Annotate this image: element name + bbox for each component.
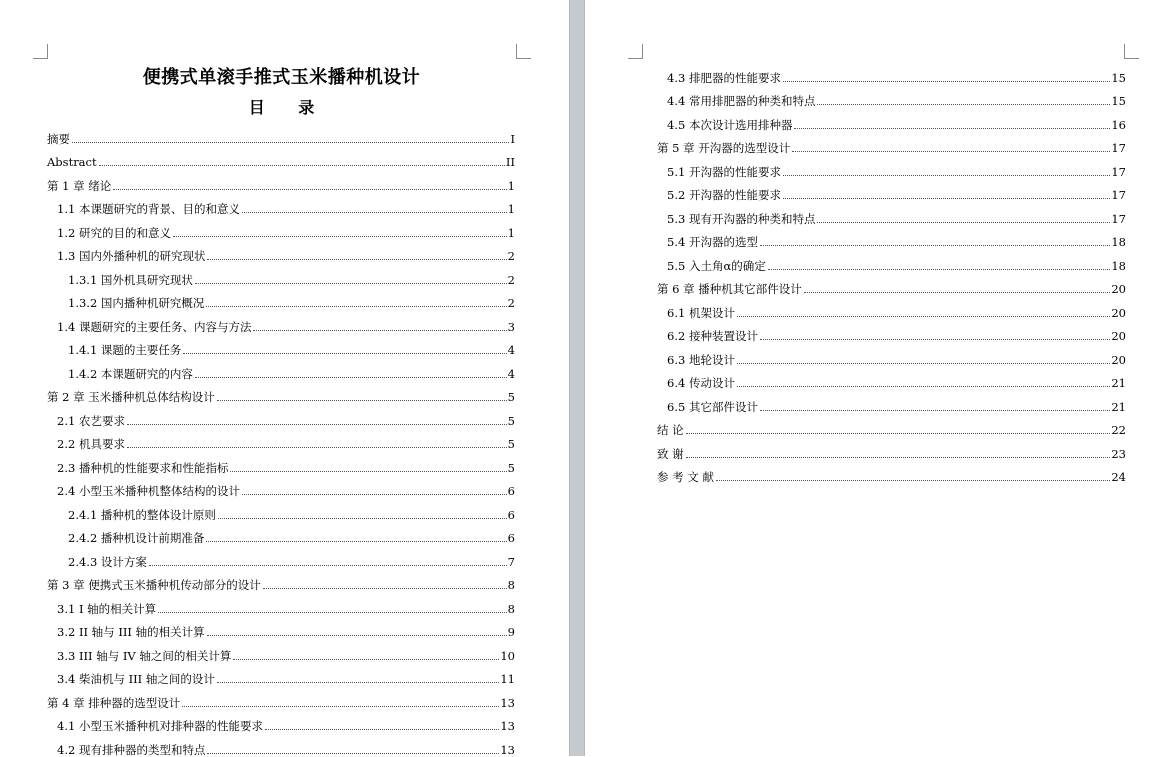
toc-entry[interactable] [47,216,515,240]
toc-leader-dots [230,470,506,472]
toc-leader-dots [716,479,1110,481]
toc-entry[interactable] [47,498,515,522]
toc-entry-page-number: 16 [1111,117,1126,132]
toc-entry-label: 6.4 传动设计 [667,376,735,390]
toc-entry[interactable] [47,404,515,428]
toc-entry-page-number: 9 [507,625,515,639]
toc-entry-page-number: 15 [1111,70,1126,85]
toc-heading: 目 录 [248,98,329,117]
toc-entry-label: 参 考 文 献 [657,470,714,484]
toc-leader-dots [218,517,507,519]
toc-entry[interactable] [47,310,515,334]
toc-entry-label: 1.4.2 本课题研究的内容 [68,366,193,381]
toc-entry-label: 5.1 开沟器的性能要求 [667,164,781,179]
toc-entry-label: 6.3 地轮设计 [667,352,735,367]
toc-entry-page-number: 3 [507,319,515,334]
toc-leader-dots [206,540,506,542]
toc-entry-page-number: 2 [507,249,515,263]
toc-leader-dots [242,493,507,495]
toc-entry-page-number: 13 [500,742,515,757]
toc-entry[interactable] [657,320,1126,344]
toc-entry-page-number: 2 [507,272,515,287]
toc-entry-page-number: 6 [507,484,515,498]
toc-entry-label: 6.5 其它部件设计 [667,399,758,414]
toc-entry[interactable] [657,155,1126,179]
toc-entry[interactable] [47,357,515,381]
toc-entry-label: 3.4 柴油机与 III 轴之间的设计 [57,672,215,686]
document-title: 便携式单滚手推式玉米播种机设计 [142,67,421,88]
toc-entry-label: 结 论 [657,423,684,437]
toc-entry-page-number: 17 [1111,211,1126,226]
toc-leader-dots [195,282,507,284]
toc-entry-label: 1.1 本课题研究的背景、目的和意义 [57,202,240,216]
toc-entry-label: 4.4 常用排肥器的种类和特点 [667,94,816,108]
toc-entry[interactable] [657,61,1126,85]
toc-entry-label: 3.1 I 轴的相关计算 [57,601,157,616]
toc-entry-label: 5.4 开沟器的选型 [667,235,758,249]
toc-entry-page-number: 2 [507,296,515,310]
toc-entry-page-number: 21 [1111,376,1126,390]
toc-leader-dots [207,258,506,260]
toc-entry-label: 第 3 章 便携式玉米播种机传动部分的设计 [47,578,261,592]
toc-entry-label: 第 4 章 排种器的选型设计 [47,695,181,710]
toc-leader-dots [792,150,1110,152]
toc-leader-dots [173,235,507,237]
toc-leader-dots [207,634,507,636]
toc-leader-dots [783,80,1110,82]
toc-entry-page-number: 1 [507,225,515,240]
toc-leader-dots [158,611,507,613]
toc-entry-label: 第 6 章 播种机其它部件设计 [657,282,802,296]
toc-entry-page-number: 10 [500,648,515,663]
toc-leader-dots [217,399,507,401]
toc-entry-label: Abstract [47,155,97,169]
page-left [0,0,569,756]
toc-entry-label: 1.3 国内外播种机的研究现状 [57,249,206,263]
toc-leader-dots [253,329,506,331]
toc-entry[interactable] [657,132,1126,156]
toc-entry-page-number: 7 [507,554,515,569]
toc-leader-dots [760,338,1110,340]
toc-entry[interactable] [657,296,1126,320]
toc-entry-label: 2.4.3 设计方案 [68,554,147,569]
toc-entry-label: 4.3 排肥器的性能要求 [667,70,781,85]
toc-entry-page-number: 17 [1111,141,1126,155]
toc-entry[interactable] [657,202,1126,226]
crop-mark-top-left [628,44,643,59]
toc-entry[interactable] [657,367,1126,391]
toc-leader-dots [737,315,1110,317]
toc-leader-dots [783,174,1110,176]
toc-entry-page-number: 5 [507,437,515,451]
toc-entry[interactable] [657,390,1126,414]
toc-entry-label: 5.3 现有开沟器的种类和特点 [667,211,816,226]
toc-entry-page-number: 1 [507,178,515,193]
toc-entry-label: 3.2 II 轴与 III 轴的相关计算 [57,625,205,639]
toc-entry-page-number: 8 [507,601,515,616]
toc-leader-dots [817,103,1110,105]
toc-entry-page-number: 17 [1111,164,1126,179]
toc-entry-label: 第 1 章 绪论 [47,178,112,193]
toc-entry-label: 2.4.2 播种机设计前期准备 [68,531,205,545]
toc-list-right [657,61,1126,484]
toc-entry-page-number: 22 [1111,423,1126,437]
toc-leader-dots [113,188,506,190]
toc-leader-dots [686,456,1111,458]
toc-entry-label: 致 谢 [657,446,684,461]
toc-entry-page-number: 24 [1111,470,1126,484]
toc-entry-label: 2.1 农艺要求 [57,413,125,428]
toc-entry-label: 4.1 小型玉米播种机对排种器的性能要求 [57,719,263,733]
toc-leader-dots [242,211,507,213]
toc-entry[interactable] [47,733,515,757]
toc-entry[interactable] [47,287,515,311]
toc-entry-label: 2.4.1 播种机的整体设计原则 [68,507,216,522]
toc-entry-page-number: 5 [507,413,515,428]
toc-entry[interactable] [47,428,515,452]
toc-entry-label: 2.2 机具要求 [57,437,125,451]
toc-entry-label: 第 2 章 玉米播种机总体结构设计 [47,390,215,404]
toc-entry-label: 2.3 播种机的性能要求和性能指标 [57,460,229,475]
toc-entry-page-number: 5 [507,460,515,475]
toc-entry-page-number: 8 [507,578,515,592]
toc-entry[interactable] [657,179,1126,203]
toc-leader-dots [265,728,499,730]
toc-entry-page-number: 13 [500,719,515,733]
toc-entry-page-number: 1 [507,202,515,216]
toc-entry[interactable] [47,639,515,663]
toc-entry[interactable] [657,437,1126,461]
toc-leader-dots [72,141,509,143]
toc-leader-dots [195,376,507,378]
toc-entry-label: 1.3.1 国外机具研究现状 [68,272,193,287]
toc-entry-page-number: 20 [1111,352,1126,367]
toc-entry[interactable] [47,475,515,499]
toc-entry-label: 1.4.1 课题的主要任务 [68,343,182,357]
toc-leader-dots [737,385,1110,387]
toc-leader-dots [217,681,499,683]
page-gap-edge [569,0,570,756]
toc-leader-dots [794,127,1110,129]
toc-entry-page-number: 23 [1111,446,1126,461]
toc-entry-label: 6.1 机架设计 [667,305,735,320]
toc-entry-page-number: 4 [507,366,515,381]
toc-leader-dots [233,658,499,660]
toc-leader-dots [686,432,1111,434]
toc-leader-dots [99,164,505,166]
toc-entry[interactable] [47,381,515,405]
toc-leader-dots [817,221,1110,223]
toc-entry[interactable] [47,545,515,569]
toc-entry[interactable] [47,122,515,146]
toc-leader-dots [182,705,499,707]
toc-entry[interactable] [47,193,515,217]
toc-leader-dots [783,197,1110,199]
toc-entry-label: 4.2 现有排种器的类型和特点 [57,742,206,757]
toc-entry-page-number: 4 [507,343,515,357]
toc-entry[interactable] [47,592,515,616]
toc-entry[interactable] [657,343,1126,367]
toc-leader-dots [804,291,1111,293]
toc-entry[interactable] [657,273,1126,297]
toc-leader-dots [149,564,507,566]
toc-leader-dots [768,268,1111,270]
toc-entry[interactable] [47,710,515,734]
toc-entry-label: 1.4 课题研究的主要任务、内容与方法 [57,319,252,334]
toc-entry-label: 摘要 [47,131,70,146]
toc-entry-label: 1.2 研究的目的和意义 [57,225,171,240]
toc-entry[interactable] [47,616,515,640]
page-right [585,0,1150,756]
toc-entry[interactable] [47,569,515,593]
toc-entry-label: 5.2 开沟器的性能要求 [667,188,781,202]
toc-entry[interactable] [657,108,1126,132]
toc-entry[interactable] [47,146,515,170]
toc-entry[interactable] [657,226,1126,250]
toc-entry-page-number: 6 [507,531,515,545]
toc-leader-dots [737,362,1110,364]
toc-entry-label: 第 5 章 开沟器的选型设计 [657,141,791,155]
toc-entry[interactable] [47,169,515,193]
toc-entry-label: 6.2 接种装置设计 [667,329,758,343]
toc-entry-page-number: 17 [1111,188,1126,202]
toc-entry[interactable] [47,663,515,687]
toc-entry[interactable] [657,85,1126,109]
toc-entry-label: 3.3 III 轴与 IV 轴之间的相关计算 [57,648,232,663]
toc-leader-dots [206,305,506,307]
toc-entry-page-number: 13 [500,695,515,710]
toc-list-left [47,122,515,757]
toc-entry-page-number: 18 [1111,235,1126,249]
crop-mark-top-right [1124,44,1139,59]
toc-entry-label: 2.4 小型玉米播种机整体结构的设计 [57,484,240,498]
page-gap [569,0,585,756]
toc-entry[interactable] [47,334,515,358]
toc-entry[interactable] [47,240,515,264]
toc-entry[interactable] [47,451,515,475]
toc-leader-dots [760,409,1110,411]
toc-entry-page-number: I [510,131,515,146]
toc-entry-page-number: 11 [500,672,515,686]
toc-leader-dots [127,423,507,425]
toc-entry-page-number: 18 [1111,258,1126,273]
toc-entry-page-number: 15 [1111,94,1126,108]
toc-leader-dots [127,446,507,448]
toc-entry-page-number: 6 [507,507,515,522]
toc-leader-dots [183,352,506,354]
toc-entry-page-number: 20 [1111,329,1126,343]
crop-mark-top-left [33,44,48,59]
toc-entry[interactable] [657,461,1126,485]
toc-leader-dots [263,587,507,589]
toc-entry-page-number: 5 [507,390,515,404]
toc-leader-dots [760,244,1110,246]
toc-entry-label: 1.3.2 国内播种机研究概况 [68,296,205,310]
crop-mark-top-right [516,44,531,59]
toc-entry-label: 4.5 本次设计选用排种器 [667,117,793,132]
toc-entry[interactable] [47,522,515,546]
toc-entry-page-number: 21 [1111,399,1126,414]
toc-entry[interactable] [657,414,1126,438]
toc-entry-page-number: 20 [1111,305,1126,320]
toc-entry[interactable] [47,686,515,710]
toc-leader-dots [207,752,499,754]
toc-entry[interactable] [47,263,515,287]
toc-entry-page-number: 20 [1111,282,1126,296]
toc-entry-label: 5.5 入土角α的确定 [667,258,766,273]
toc-entry-page-number: II [505,155,515,169]
toc-entry[interactable] [657,249,1126,273]
